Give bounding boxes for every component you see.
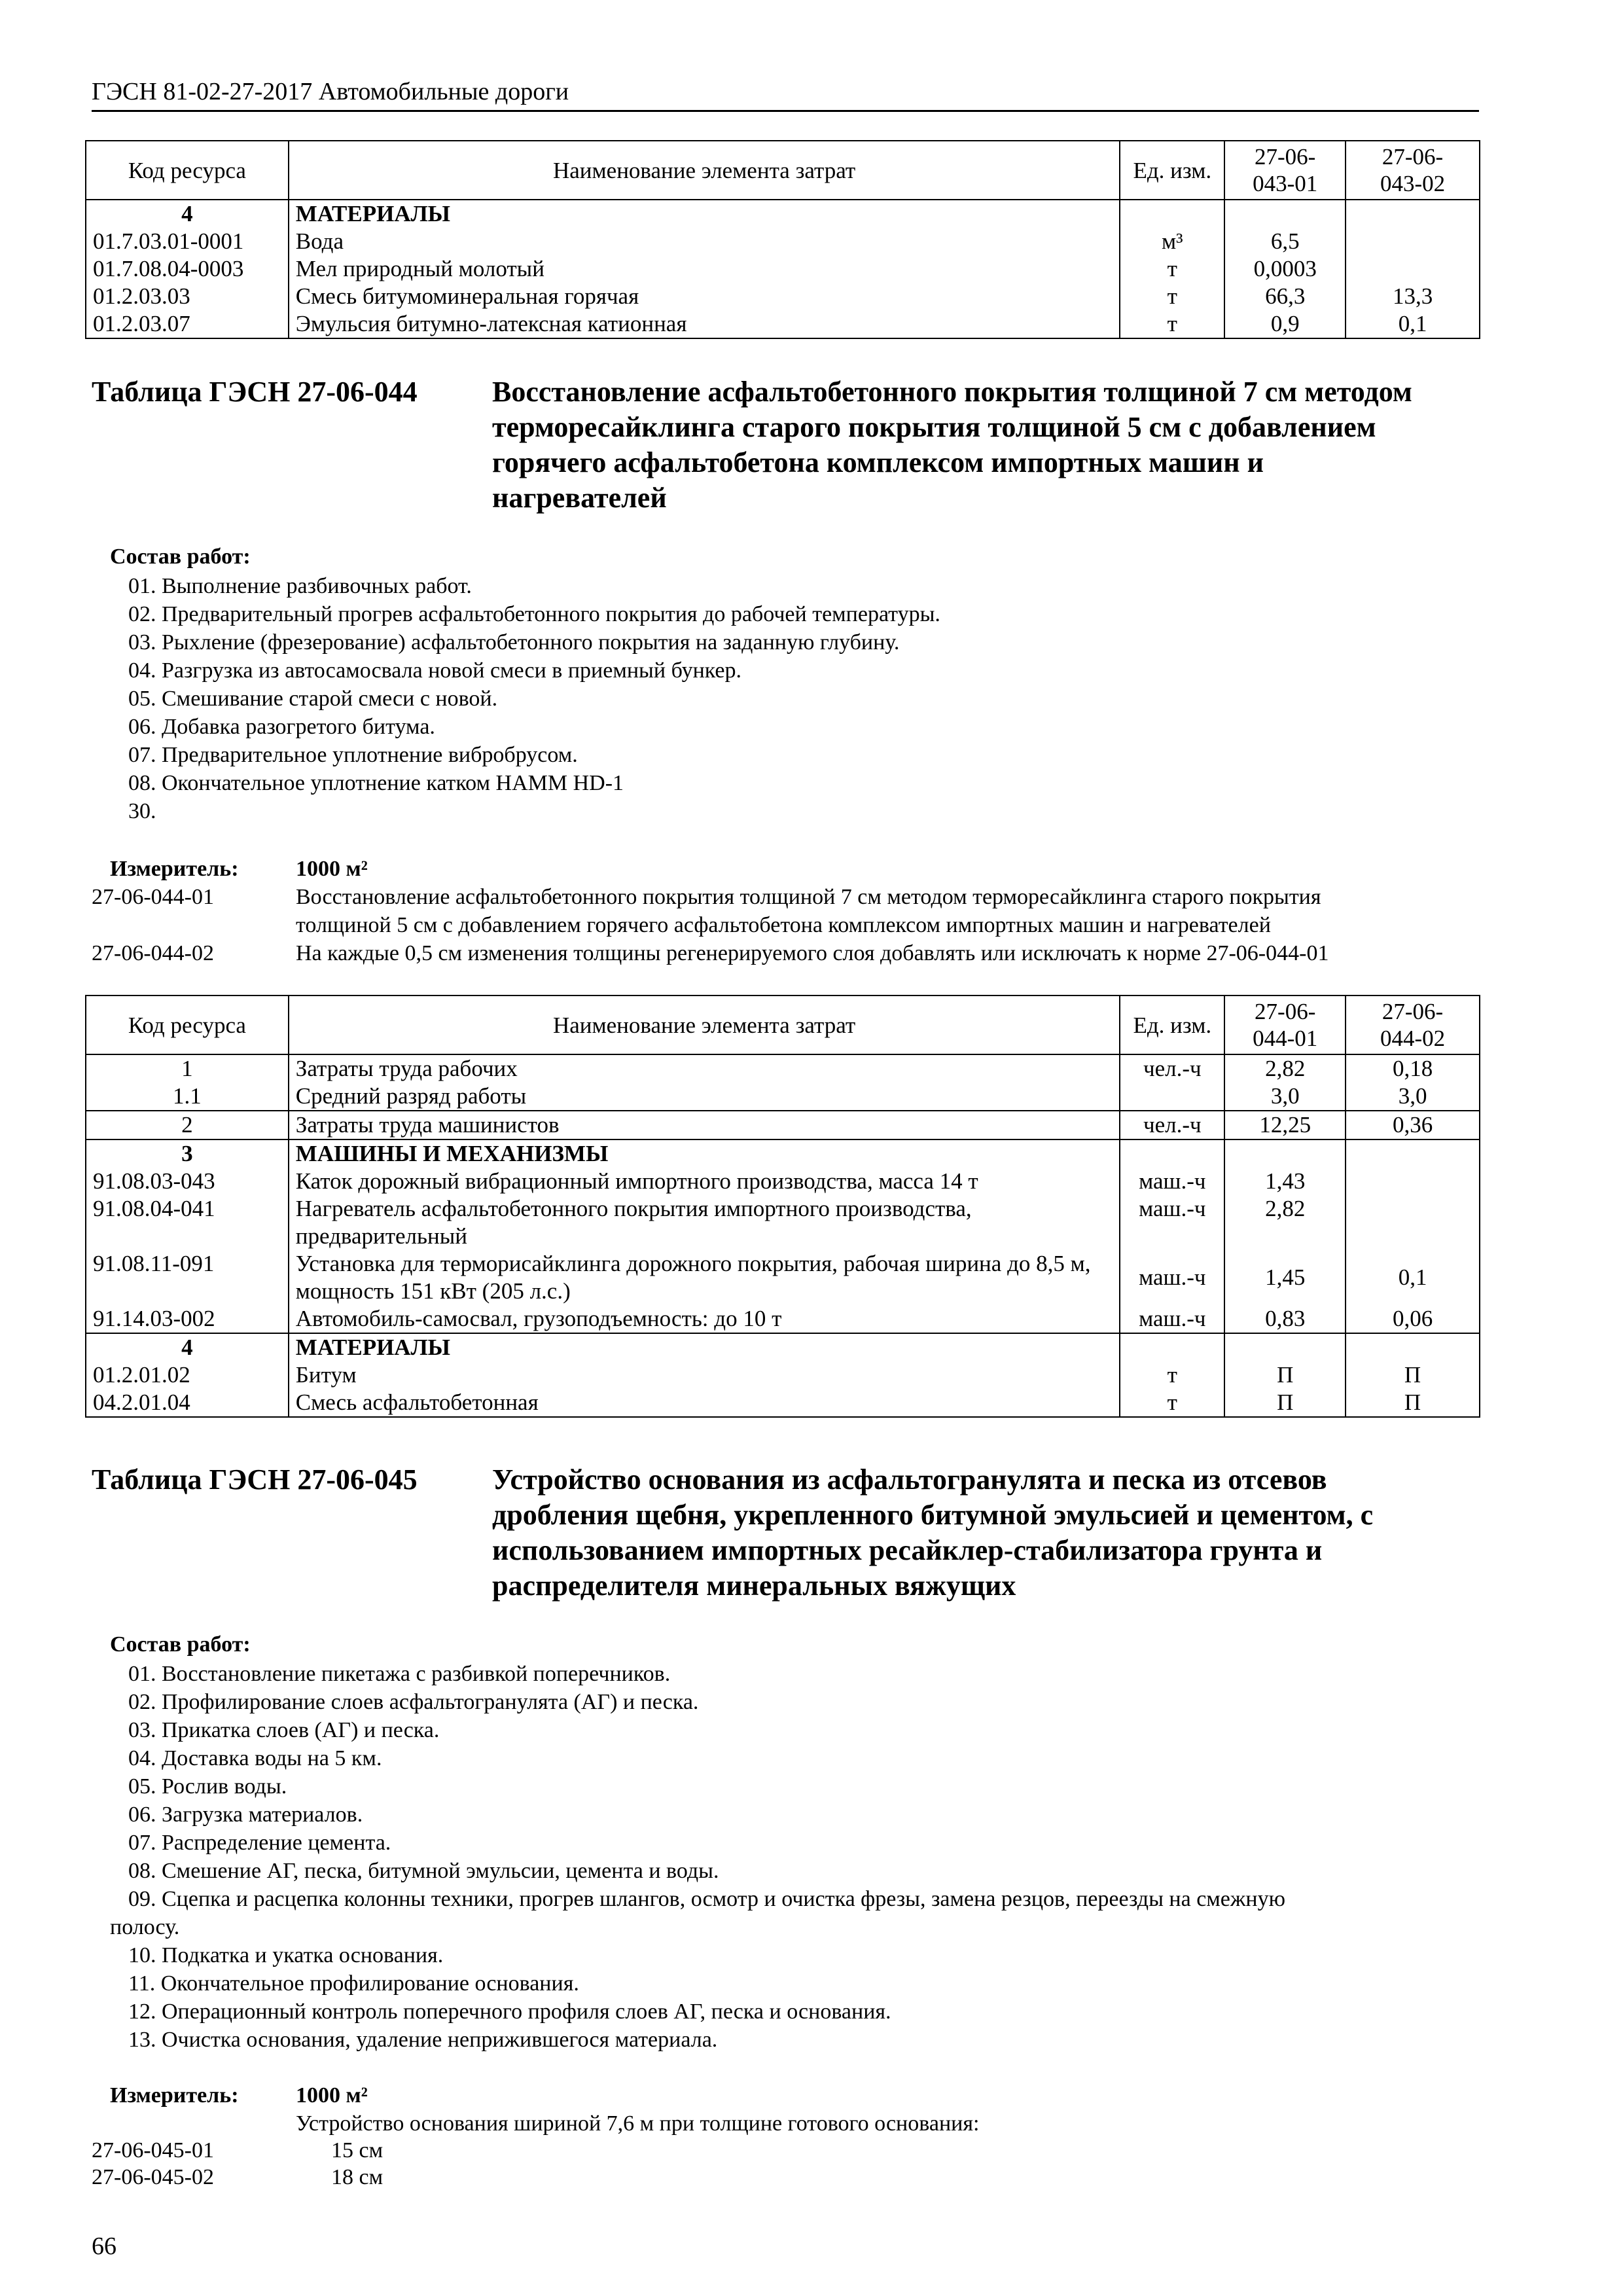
col-header-name: Наименование элемента затрат [289,141,1120,200]
cell-unit [1120,1333,1224,1361]
norm-code-044-02: 27-06-044-02 [92,941,214,965]
norm-code-045-02: 27-06-045-02 [92,2165,214,2189]
cell-unit: маш.-ч [1120,1195,1224,1250]
col-header-unit: Ед. изм. [1120,996,1224,1054]
cell-name: Вода [289,228,1120,255]
cell-norm-a: 2,82 [1224,1195,1346,1250]
cell-code: 91.08.03-043 [86,1168,289,1195]
cell-norm-b [1346,1333,1480,1361]
measure-unit-044: 1000 м² [296,857,368,881]
cell-norm-b [1346,200,1480,228]
cell-code: 1 [86,1054,289,1083]
cell-norm-a: 66,3 [1224,283,1346,310]
works-heading-044: Состав работ: [110,545,251,569]
cell-norm-a: П [1224,1361,1346,1389]
list-item: 07. Распределение цемента. [128,1831,391,1855]
table-row [86,1250,1480,1305]
table-045-label: Таблица ГЭСН 27-06-045 [92,1463,418,1496]
cell-norm-a [1224,200,1346,228]
list-item: 02. Предварительный прогрев асфальтобетонного покрытия до рабочей температуры. [128,602,940,626]
works-list-045 [110,1660,1285,2054]
cell-norm-b: 0,1 [1346,1250,1480,1305]
cell-name: МАТЕРИАЛЫ [289,1333,1120,1361]
list-item: 01. Восстановление пикетажа с разбивкой поперечников. [128,1662,671,1686]
list-item: 04. Доставка воды на 5 км. [128,1746,382,1770]
table-row [86,1305,1480,1333]
table-044-title: Восстановление асфальтобетонного покрытия толщиной 7 см методом терморесайклинга старого покрытия толщиной 5 см с добавлением горячего асфальтобетона комплексом импортных машин и нагревателей [492,376,1412,514]
resource-table-043 [85,140,1480,339]
measure-desc-045: Устройство основания шириной 7,6 м при толщине готового основания: [296,2111,980,2136]
cell-unit: чел.-ч [1120,1054,1224,1083]
cell-code: 2 [86,1111,289,1139]
cell-norm-b: 0,1 [1346,310,1480,338]
list-item: 07. Предварительное уплотнение вибробрусом. [128,743,578,767]
norm-code-045-01: 27-06-045-01 [92,2138,214,2162]
cell-norm-b [1346,228,1480,255]
cell-code: 04.2.01.04 [86,1389,289,1417]
table-row [86,1333,1480,1361]
table-row [86,255,1480,283]
cell-name: Каток дорожный вибрационный импортного производства, масса 14 т [289,1168,1120,1195]
table-row [86,1195,1480,1250]
table-row [86,1111,1480,1139]
cell-name: МАШИНЫ И МЕХАНИЗМЫ [289,1139,1120,1168]
cell-norm-a: 3,0 [1224,1083,1346,1111]
cell-norm-b [1346,1139,1480,1168]
cell-norm-a: П [1224,1389,1346,1417]
list-item: 08. Окончательное уплотнение катком HAMM HD-1 [128,771,624,795]
measure-label-045: Измеритель: [110,2083,239,2108]
cell-norm-b: 13,3 [1346,283,1480,310]
cell-norm-b [1346,255,1480,283]
list-item: 12. Операционный контроль поперечного профиля слоев АГ, песка и основания. [128,2000,891,2024]
table-row [86,1054,1480,1083]
col-header-code: Код ресурса [86,996,289,1054]
page-number: 66 [92,2233,116,2260]
list-item: 11. Окончательное профилирование основания. [128,1971,579,1996]
list-item: 03. Рыхление (фрезерование) асфальтобетонного покрытия на заданную глубину. [128,630,900,655]
cell-name: Затраты труда рабочих [289,1054,1120,1083]
cell-name: Нагреватель асфальтобетонного покрытия импортного производства, предварительный [289,1195,1120,1250]
cell-code: 4 [86,1333,289,1361]
works-list-044 [128,572,940,825]
cell-code: 01.2.01.02 [86,1361,289,1389]
cell-norm-a: 1,45 [1224,1250,1346,1305]
cell-unit: маш.-ч [1120,1168,1224,1195]
cell-norm-b: 0,36 [1346,1111,1480,1139]
cell-norm-a: 6,5 [1224,228,1346,255]
page-header-title: ГЭСН 81-02-27-2017 Автомобильные дороги [92,78,569,105]
cell-norm-b [1346,1168,1480,1195]
list-item: 06. Загрузка материалов. [128,1803,363,1827]
col-header-unit: Ед. изм. [1120,141,1224,200]
col-header-norm-043-02: 27-06- 043-02 [1346,141,1480,200]
measure-unit-045: 1000 м² [296,2083,368,2108]
cell-code: 1.1 [86,1083,289,1111]
cell-code: 3 [86,1139,289,1168]
cell-name: Смесь асфальтобетонная [289,1389,1120,1417]
cell-norm-a: 12,25 [1224,1111,1346,1139]
col-header-norm-044-02: 27-06- 044-02 [1346,996,1480,1054]
cell-unit: маш.-ч [1120,1305,1224,1333]
col-header-norm-043-01: 27-06- 043-01 [1224,141,1346,200]
cell-name: Эмульсия битумно-латексная катионная [289,310,1120,338]
list-item: 09. Сцепка и расцепка колонны техники, прогрев шлангов, осмотр и очистка фрезы, замена резцов, переезды на смежную [128,1887,1285,1911]
cell-unit: т [1120,255,1224,283]
cell-norm-a: 0,83 [1224,1305,1346,1333]
table-044-label: Таблица ГЭСН 27-06-044 [92,376,418,408]
norm-text-044-02: На каждые 0,5 см изменения толщины регенерируемого слоя добавлять или исключать к норме 27-06-044-01 [296,941,1329,965]
cell-name: Смесь битумоминеральная горячая [289,283,1120,310]
cell-norm-a [1224,1333,1346,1361]
cell-norm-b: 0,18 [1346,1054,1480,1083]
list-item: 04. Разгрузка из автосамосвала новой смеси в приемный бункер. [128,658,742,683]
list-item: 08. Смешение АГ, песка, битумной эмульсии, цемента и воды. [128,1859,719,1883]
cell-name: Битум [289,1361,1120,1389]
cell-unit: т [1120,283,1224,310]
cell-name: МАТЕРИАЛЫ [289,200,1120,228]
table-row [86,283,1480,310]
cell-unit: т [1120,1361,1224,1389]
measure-label-044: Измеритель: [110,857,239,881]
cell-unit: т [1120,310,1224,338]
header-rule [92,110,1479,112]
col-header-name: Наименование элемента затрат [289,996,1120,1054]
cell-code: 01.7.08.04-0003 [86,255,289,283]
table-row [86,1139,1480,1168]
table-row [86,1389,1480,1417]
list-item: полосу. [110,1915,180,1939]
cell-norm-a: 0,0003 [1224,255,1346,283]
list-item: 05. Смешивание старой смеси с новой. [128,687,498,711]
table-row [86,1168,1480,1195]
cell-norm-b: П [1346,1361,1480,1389]
cell-norm-b: 0,06 [1346,1305,1480,1333]
cell-name: Средний разряд работы [289,1083,1120,1111]
list-item: 06. Добавка разогретого битума. [128,715,435,739]
cell-unit: м³ [1120,228,1224,255]
cell-norm-a: 2,82 [1224,1054,1346,1083]
table-row [86,228,1480,255]
table-row [86,310,1480,338]
norm-text-045-02: 18 см [331,2165,383,2189]
col-header-code: Код ресурса [86,141,289,200]
cell-name: Мел природный молотый [289,255,1120,283]
cell-code: 4 [86,200,289,228]
table-045-title: Устройство основания из асфальтогранулята и песка из отсевов дробления щебня, укрепленного битумной эмульсией и цементом, с использованием импортных ресайклер-стабилизатора грунта и распределителя минеральных вяжущих [492,1463,1374,1602]
table-row [86,200,1480,228]
cell-norm-a [1224,1139,1346,1168]
cell-code: 01.2.03.07 [86,310,289,338]
cell-code: 01.2.03.03 [86,283,289,310]
cell-norm-a: 1,43 [1224,1168,1346,1195]
cell-code: 91.08.11-091 [86,1250,289,1305]
resource-table-044 [85,995,1480,1418]
cell-norm-b: П [1346,1389,1480,1417]
works-heading-045: Состав работ: [110,1632,251,1657]
list-item: 10. Подкатка и укатка основания. [128,1943,444,1967]
norm-code-044-01: 27-06-044-01 [92,885,214,909]
cell-unit [1120,1139,1224,1168]
cell-unit: чел.-ч [1120,1111,1224,1139]
table-row [86,1361,1480,1389]
col-header-norm-044-01: 27-06- 044-01 [1224,996,1346,1054]
cell-name: Автомобиль-самосвал, грузоподъемность: до 10 т [289,1305,1120,1333]
cell-norm-b [1346,1195,1480,1250]
cell-unit: маш.-ч [1120,1250,1224,1305]
cell-unit [1120,1083,1224,1111]
list-item: 05. Рослив воды. [128,1774,287,1799]
cell-norm-b: 3,0 [1346,1083,1480,1111]
list-item: 03. Прикатка слоев (АГ) и песка. [128,1718,440,1742]
norm-text-044-01: Восстановление асфальтобетонного покрытия толщиной 7 см методом терморесайклинга старого покрытия толщиной 5 см с добавлением горячего асфальтобетона комплексом импортных машин и нагревателей [296,885,1321,937]
cell-norm-a: 0,9 [1224,310,1346,338]
cell-unit [1120,200,1224,228]
table-row [86,1083,1480,1111]
list-item: 13. Очистка основания, удаление неприжившегося материала. [128,2028,718,2052]
cell-name: Установка для терморисайклинга дорожного покрытия, рабочая ширина до 8,5 м, мощность 151 кВт (205 л.с.) [289,1250,1120,1305]
list-item: 01. Выполнение разбивочных работ. [128,574,472,598]
cell-name: Затраты труда машинистов [289,1111,1120,1139]
cell-code: 91.14.03-002 [86,1305,289,1333]
list-item: 02. Профилирование слоев асфальтогранулята (АГ) и песка. [128,1690,699,1714]
cell-code: 91.08.04-041 [86,1195,289,1250]
list-item: 30. [128,799,156,823]
norm-text-045-01: 15 см [331,2138,383,2162]
cell-code: 01.7.03.01-0001 [86,228,289,255]
cell-unit: т [1120,1389,1224,1417]
